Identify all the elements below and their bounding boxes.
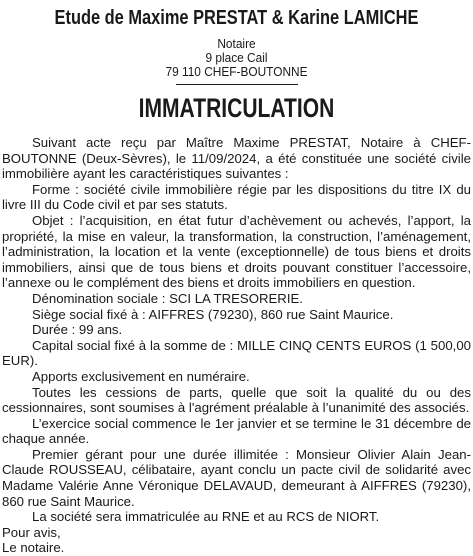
notice-heading: IMMATRICULATION [138, 93, 335, 123]
apports-paragraph: Apports exclusivement en numéraire. [32, 368, 250, 384]
intro-paragraph: Suivant acte reçu par Maître Maxime PRESTAT, Notaire à CHEF-BOUTONNE (Deux-Sèvres), le 11/09/2024, a été constituée une société civile immobilière ayant les caractéristiques suivantes : [2, 135, 471, 182]
rcs-paragraph: La société sera immatriculée au RNE et au RCS de NIORT. [32, 509, 380, 525]
siege-paragraph: Siège social fixé à : AIFFRES (79230), 860 rue Saint Maurice. [32, 306, 394, 322]
denomination-paragraph: Dénomination sociale : SCI LA TRESORERIE. [32, 290, 303, 306]
duree-paragraph: Durée : 99 ans. [32, 322, 123, 338]
notary-street: 9 place Cail [205, 50, 268, 65]
exercice-paragraph: L’exercice social commence le 1er janvier et se termine le 31 décembre de chaque année. [2, 415, 471, 447]
notary-city: 79 110 CHEF-BOUTONNE [165, 64, 308, 79]
capital-paragraph: Capital social fixé à la somme de : MILLE CINQ CENTS EUROS (1 500,00 EUR). [2, 337, 471, 369]
objet-paragraph: Objet : l’acquisition, en état futur d’achèvement ou achevés, l’apport, la propriété, la mise en valeur, la transformation, la construction, l’aménagement, l’administration, la location et la vente (exceptionnelle) de tous biens et droits immobiliers, ainsi que de tous biens et droits pouvant constituer l’accessoire, l’annexe ou le complément des biens et droits immobiliers en question. [2, 212, 471, 291]
divider [176, 84, 298, 85]
notice-body [2, 135, 471, 556]
forme-paragraph: Forme : société civile immobilière régie par les dispositions du titre IX du livre III du Code civil et par ses statuts. [2, 181, 471, 213]
gerant-paragraph: Premier gérant pour une durée illimitée : Monsieur Olivier Alain Jean-Claude ROUSSEAU, célibataire, ayant conclu un pacte civil de solidarité avec Madame Valérie Anne Véronique DELAVAUD, demeurant à AIFFRES (79230), 860 rue Saint Maurice. [2, 446, 471, 509]
legal-notice [2, 0, 471, 556]
signature: Le notaire. [2, 540, 65, 556]
notary-firm-title: Etude de Maxime PRESTAT & Karine LAMICHE [54, 6, 419, 29]
pour-avis: Pour avis, [2, 524, 61, 540]
notary-role: Notaire [217, 36, 256, 51]
cessions-paragraph: Toutes les cessions de parts, quelle que soit la qualité du ou des cessionnaires, sont soumises à l'agrément préalable à l’unanimité des associés. [2, 384, 471, 416]
